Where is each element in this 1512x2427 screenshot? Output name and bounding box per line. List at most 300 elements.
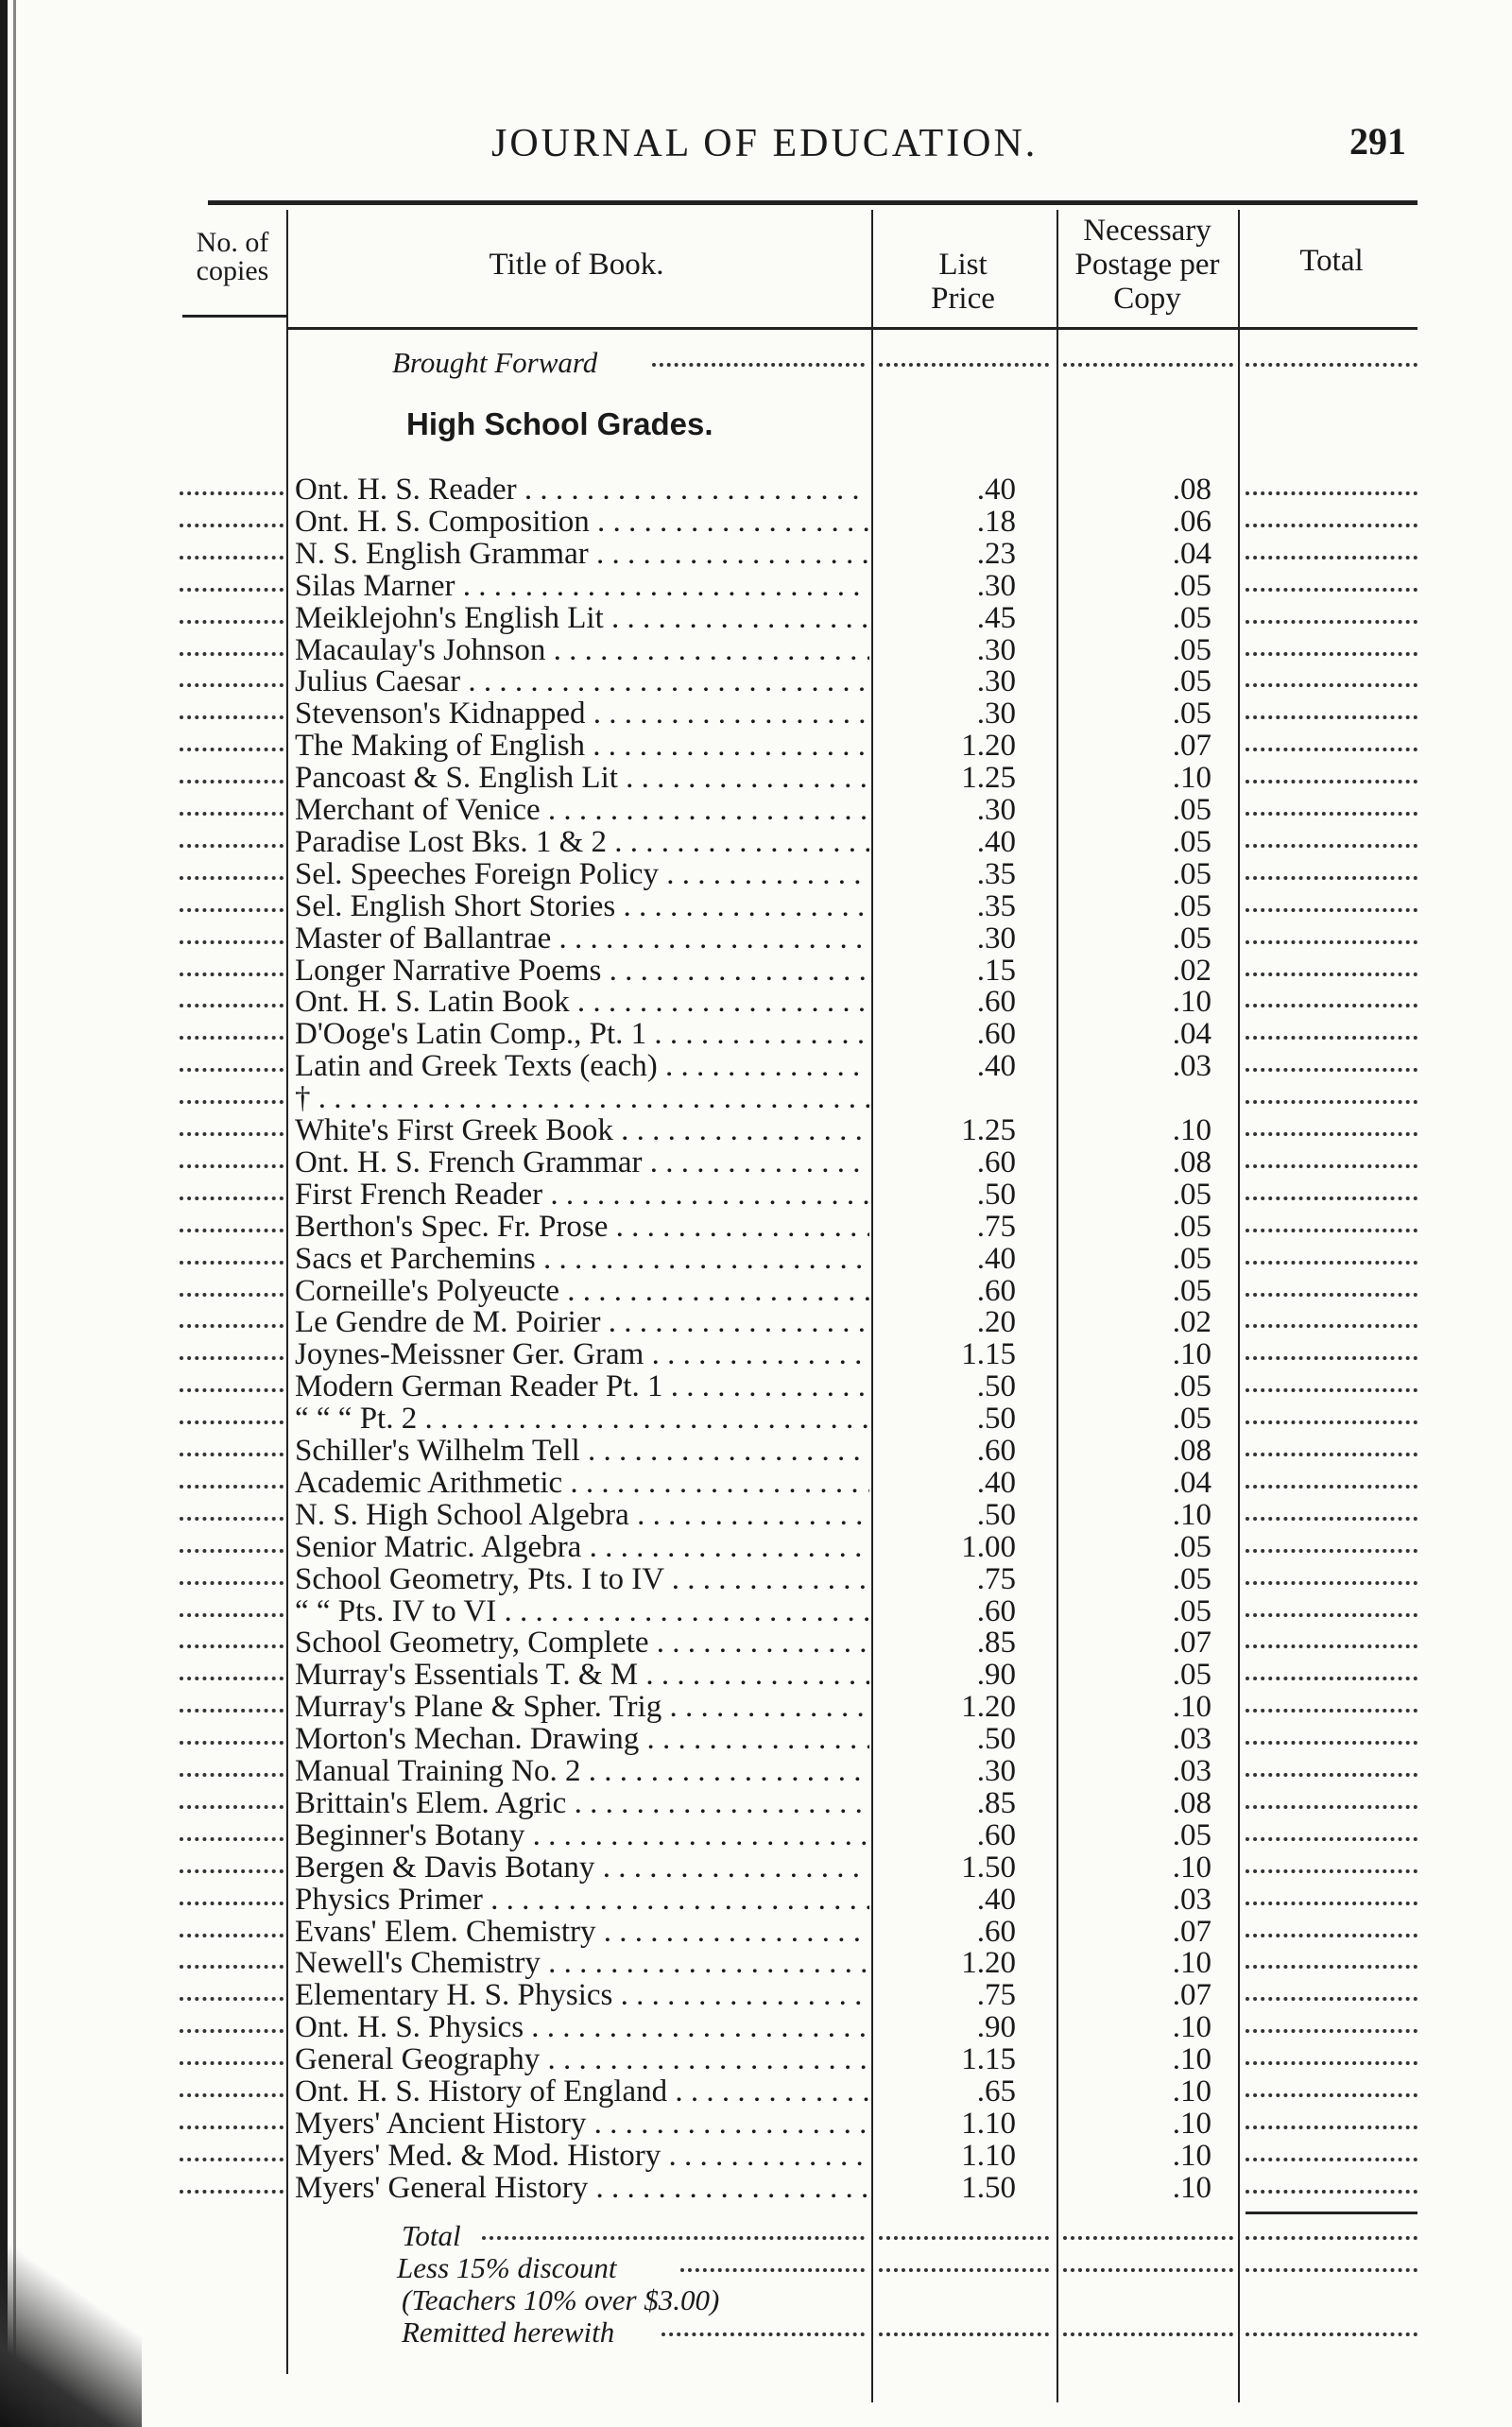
list-price: .40 <box>976 1882 1016 1917</box>
table-top-rule <box>208 200 1418 205</box>
postage-per-copy: .10 <box>1172 2042 1211 2077</box>
footer-total-dots-1 <box>1246 2230 1418 2240</box>
book-title: Myers' Ancient History . . . <box>295 2107 869 2142</box>
total-blank[interactable] <box>1246 1479 1418 1489</box>
scan-corner-shadow <box>0 2210 142 2427</box>
postage-per-copy: .07 <box>1172 729 1211 764</box>
total-blank[interactable] <box>1246 1767 1418 1777</box>
book-title: Elementary H. S. Physics . . . <box>295 1978 869 2013</box>
brought-forward-price-dots <box>879 357 1049 367</box>
footer-teachers-note: (Teachers 10% over $3.00) <box>402 2283 720 2316</box>
copies-blank[interactable] <box>180 838 284 848</box>
list-price: .50 <box>976 1722 1016 1757</box>
postage-per-copy: .10 <box>1172 2074 1211 2109</box>
list-price: .40 <box>976 1049 1016 1084</box>
list-price: .45 <box>976 600 1016 635</box>
list-price: .30 <box>976 1754 1016 1788</box>
total-blank[interactable] <box>1246 1511 1418 1521</box>
book-title: The Making of English . . . <box>295 729 869 764</box>
total-blank[interactable] <box>1246 1896 1418 1905</box>
book-title: Sel. Speeches Foreign Policy . . . <box>295 857 869 892</box>
total-blank[interactable] <box>1246 935 1418 944</box>
total-blank[interactable] <box>1246 2120 1418 2129</box>
copies-blank[interactable] <box>180 614 284 624</box>
copies-blank[interactable] <box>180 742 284 751</box>
total-blank[interactable] <box>1246 774 1418 783</box>
book-title: † . . . <box>295 1081 869 1116</box>
list-price: .30 <box>976 921 1016 955</box>
footer-total-label: Total <box>402 2219 461 2252</box>
postage-per-copy: .05 <box>1172 1817 1211 1852</box>
list-price: .90 <box>976 1658 1016 1693</box>
copies-blank[interactable] <box>180 2152 284 2161</box>
total-blank[interactable] <box>1246 2152 1418 2161</box>
list-price: .65 <box>976 2074 1016 2109</box>
postage-per-copy: .07 <box>1172 1914 1211 1949</box>
list-price: .50 <box>976 1402 1016 1437</box>
list-price: .30 <box>976 664 1016 699</box>
list-price: .15 <box>976 953 1016 988</box>
brought-forward-postage-dots <box>1063 357 1233 367</box>
copies-blank[interactable] <box>180 1030 284 1040</box>
total-blank[interactable] <box>1246 678 1418 687</box>
footer-postage-dots-3 <box>1063 2327 1233 2336</box>
total-blank[interactable] <box>1246 1127 1418 1136</box>
postage-per-copy: .05 <box>1172 1658 1211 1693</box>
copies-blank[interactable] <box>180 1959 284 1969</box>
copies-blank[interactable] <box>180 1832 284 1841</box>
copies-blank[interactable] <box>180 1575 284 1585</box>
copies-blank[interactable] <box>180 486 284 495</box>
copies-blank[interactable] <box>180 1447 284 1456</box>
copies-blank[interactable] <box>180 710 284 719</box>
book-title: Corneille's Polyeucte . . . <box>295 1274 869 1309</box>
postage-per-copy: .08 <box>1172 1145 1211 1179</box>
list-price: .75 <box>976 1209 1016 1244</box>
book-title: Silas Marner . . . <box>295 569 869 604</box>
list-price: 1.20 <box>961 729 1016 764</box>
book-title: Latin and Greek Texts (each) . . . <box>295 1049 869 1084</box>
copies-blank[interactable] <box>180 582 284 592</box>
total-blank[interactable] <box>1246 1608 1418 1617</box>
list-price: 1.25 <box>961 1113 1016 1147</box>
footer-price-dots-2 <box>879 2263 1049 2272</box>
list-price: 1.10 <box>961 2106 1016 2141</box>
copies-blank[interactable] <box>180 1511 284 1521</box>
postage-per-copy: .07 <box>1172 1978 1211 2013</box>
postage-per-copy: .05 <box>1172 1402 1211 1437</box>
total-blank[interactable] <box>1246 710 1418 719</box>
footer-total-dots-2 <box>1246 2263 1418 2272</box>
total-blank[interactable] <box>1246 1799 1418 1809</box>
postage-per-copy: .04 <box>1172 1017 1211 1052</box>
journal-title: JOURNAL OF EDUCATION. <box>491 122 1039 165</box>
copies-blank[interactable] <box>180 646 284 656</box>
book-title: Ont. H. S. French Grammar . . . <box>295 1145 869 1180</box>
total-blank[interactable] <box>1246 1318 1418 1328</box>
total-blank[interactable] <box>1246 646 1418 656</box>
total-blank[interactable] <box>1246 1959 1418 1969</box>
list-price: 1.15 <box>961 2042 1016 2077</box>
book-title: Newell's Chemistry . . . <box>295 1946 869 1981</box>
list-price: 1.15 <box>961 1337 1016 1372</box>
book-title: Paradise Lost Bks. 1 & 2 . . . <box>295 825 869 860</box>
list-price: .30 <box>976 632 1016 667</box>
total-blank[interactable] <box>1246 1351 1418 1360</box>
book-title: Joynes-Meissner Ger. Gram . . . <box>295 1337 869 1372</box>
postage-per-copy: .04 <box>1172 536 1211 571</box>
postage-per-copy: .07 <box>1172 1626 1211 1661</box>
header-list-price: List Price <box>931 248 995 316</box>
list-price: .50 <box>976 1177 1016 1212</box>
postage-per-copy: .03 <box>1172 1049 1211 1084</box>
copies-blank[interactable] <box>180 518 284 527</box>
book-title: Brittain's Elem. Agric . . . <box>295 1786 869 1821</box>
total-blank[interactable] <box>1246 1191 1418 1200</box>
copies-blank[interactable] <box>180 1191 284 1200</box>
postage-per-copy: .03 <box>1172 1882 1211 1917</box>
postage-per-copy: .05 <box>1172 921 1211 955</box>
total-blank[interactable] <box>1246 1030 1418 1040</box>
copies-blank[interactable] <box>180 1928 284 1937</box>
list-price: .35 <box>976 888 1016 923</box>
book-title: School Geometry, Pts. I to IV . . . <box>295 1562 869 1597</box>
total-blank[interactable] <box>1246 1832 1418 1841</box>
copies-blank[interactable] <box>180 1351 284 1360</box>
postage-per-copy: .10 <box>1172 1690 1211 1725</box>
postage-per-copy: .10 <box>1172 2106 1211 2141</box>
total-blank[interactable] <box>1246 1094 1418 1104</box>
total-blank[interactable] <box>1246 1671 1418 1680</box>
list-price: .60 <box>976 1914 1016 1949</box>
copies-blank[interactable] <box>180 1703 284 1713</box>
list-price: .30 <box>976 568 1016 603</box>
book-title: Modern German Reader Pt. 1 . . . <box>295 1369 869 1404</box>
postage-per-copy: .10 <box>1172 1113 1211 1147</box>
postage-per-copy: .05 <box>1172 856 1211 891</box>
total-blank[interactable] <box>1246 1864 1418 1873</box>
copies-blank[interactable] <box>180 1383 284 1392</box>
list-price: .60 <box>976 985 1016 1020</box>
total-blank[interactable] <box>1246 903 1418 912</box>
list-price: .40 <box>976 473 1016 507</box>
copies-blank[interactable] <box>180 2023 284 2033</box>
postage-per-copy: .02 <box>1172 953 1211 988</box>
copies-blank[interactable] <box>180 1159 284 1168</box>
total-blank[interactable] <box>1246 550 1418 559</box>
copies-header-rule <box>182 315 286 318</box>
total-blank[interactable] <box>1246 1159 1418 1168</box>
total-blank[interactable] <box>1246 518 1418 527</box>
total-blank[interactable] <box>1246 1223 1418 1232</box>
footer-postage-dots-1 <box>1063 2230 1233 2240</box>
postage-per-copy: .10 <box>1172 985 1211 1020</box>
total-blank[interactable] <box>1246 838 1418 848</box>
list-price: .23 <box>976 536 1016 571</box>
footer-total-rule <box>1246 2212 1418 2214</box>
book-title: Bergen & Davis Botany . . . <box>295 1850 869 1885</box>
total-blank[interactable] <box>1246 1735 1418 1745</box>
total-blank[interactable] <box>1246 582 1418 592</box>
header-postage: Necessary Postage per Copy <box>1074 214 1220 316</box>
book-title: Beginner's Botany . . . <box>295 1818 869 1853</box>
copies-blank[interactable] <box>180 2056 284 2065</box>
postage-per-copy: .10 <box>1172 1337 1211 1372</box>
list-price: .60 <box>976 1817 1016 1852</box>
total-blank[interactable] <box>1246 742 1418 751</box>
postage-per-copy: .05 <box>1172 824 1211 859</box>
list-price: 1.20 <box>961 1690 1016 1725</box>
copies-blank[interactable] <box>180 2088 284 2097</box>
book-title: Sel. English Short Stories . . . <box>295 889 869 924</box>
book-title: School Geometry, Complete . . . <box>295 1626 869 1661</box>
list-price: .40 <box>976 1465 1016 1500</box>
copies-blank[interactable] <box>180 1479 284 1489</box>
copies-blank[interactable] <box>180 1896 284 1905</box>
postage-per-copy: .08 <box>1172 1785 1211 1820</box>
postage-per-copy: .08 <box>1172 1434 1211 1468</box>
footer-price-dots-1 <box>879 2230 1049 2240</box>
list-price: .20 <box>976 1305 1016 1340</box>
list-price: .90 <box>976 2010 1016 2045</box>
total-blank[interactable] <box>1246 1703 1418 1713</box>
book-title: Meiklejohn's English Lit . . . <box>295 601 869 636</box>
copies-blank[interactable] <box>180 967 284 976</box>
copies-blank[interactable] <box>180 1255 284 1265</box>
total-blank[interactable] <box>1246 1447 1418 1456</box>
book-title: Julius Caesar . . . <box>295 664 869 699</box>
total-blank[interactable] <box>1246 2184 1418 2194</box>
list-price: .60 <box>976 1017 1016 1052</box>
list-price: .50 <box>976 1369 1016 1404</box>
list-price: .40 <box>976 1241 1016 1276</box>
copies-blank[interactable] <box>180 1799 284 1809</box>
book-title: White's First Greek Book . . . <box>295 1113 869 1148</box>
list-price: 1.00 <box>961 1529 1016 1564</box>
book-title: Stevenson's Kidnapped . . . <box>295 697 869 732</box>
book-title: Schiller's Wilhelm Tell . . . <box>295 1434 869 1469</box>
column-divider-copies <box>286 210 288 2374</box>
list-price: 1.20 <box>961 1946 1016 1981</box>
postage-per-copy: .05 <box>1172 632 1211 667</box>
book-title: Macaulay's Johnson . . . <box>295 633 869 668</box>
list-price: .85 <box>976 1785 1016 1820</box>
postage-per-copy: .05 <box>1172 568 1211 603</box>
copies-blank[interactable] <box>180 1094 284 1104</box>
list-price: .40 <box>976 824 1016 859</box>
book-title: N. S. English Grammar . . . <box>295 537 869 572</box>
total-blank[interactable] <box>1246 1575 1418 1585</box>
copies-blank[interactable] <box>180 1318 284 1328</box>
copies-blank[interactable] <box>180 903 284 912</box>
book-title: Myers' General History . . . <box>295 2171 869 2206</box>
postage-per-copy: .05 <box>1172 1561 1211 1596</box>
copies-blank[interactable] <box>180 1543 284 1553</box>
copies-blank[interactable] <box>180 1415 284 1424</box>
list-price: 1.50 <box>961 2170 1016 2205</box>
book-title: Le Gendre de M. Poirier . . . <box>295 1305 869 1340</box>
total-blank[interactable] <box>1246 1287 1418 1297</box>
footer-remitted-leader <box>662 2327 865 2336</box>
postage-per-copy: .02 <box>1172 1305 1211 1340</box>
list-price: .50 <box>976 1497 1016 1532</box>
postage-per-copy: .05 <box>1172 1209 1211 1244</box>
list-price: .30 <box>976 697 1016 732</box>
list-price: .75 <box>976 1561 1016 1596</box>
page-edge-line <box>13 0 16 2427</box>
book-title: Sacs et Parchemins . . . <box>295 1242 869 1277</box>
postage-per-copy: .10 <box>1172 2010 1211 2045</box>
total-blank[interactable] <box>1246 1543 1418 1553</box>
header-total: Total <box>1299 244 1364 278</box>
postage-per-copy: .10 <box>1172 1850 1211 1885</box>
book-title: Berthon's Spec. Fr. Prose . . . <box>295 1210 869 1245</box>
column-divider-title <box>871 210 873 2402</box>
book-title: Ont. H. S. Latin Book . . . <box>295 985 869 1020</box>
postage-per-copy: .10 <box>1172 761 1211 796</box>
book-title: Master of Ballantrae . . . <box>295 921 869 956</box>
book-title: Ont. H. S. Reader . . . <box>295 473 869 508</box>
copies-blank[interactable] <box>180 1735 284 1745</box>
total-blank[interactable] <box>1246 1255 1418 1265</box>
total-blank[interactable] <box>1246 1062 1418 1072</box>
list-price: .60 <box>976 1273 1016 1308</box>
book-title: Murray's Plane & Spher. Trig . . . <box>295 1690 869 1725</box>
copies-blank[interactable] <box>180 678 284 687</box>
postage-per-copy: .05 <box>1172 664 1211 699</box>
list-price: .75 <box>976 1978 1016 2013</box>
postage-per-copy: .04 <box>1172 1465 1211 1500</box>
total-blank[interactable] <box>1246 806 1418 816</box>
total-blank[interactable] <box>1246 2056 1418 2065</box>
book-title: D'Ooge's Latin Comp., Pt. 1 . . . <box>295 1017 869 1052</box>
total-blank[interactable] <box>1246 1991 1418 2001</box>
postage-per-copy: .05 <box>1172 1529 1211 1564</box>
postage-per-copy: .10 <box>1172 1497 1211 1532</box>
copies-blank[interactable] <box>180 1608 284 1617</box>
total-blank[interactable] <box>1246 2023 1418 2033</box>
page-spine-shadow <box>0 0 8 2427</box>
copies-blank[interactable] <box>180 1639 284 1648</box>
list-price: .85 <box>976 1626 1016 1661</box>
book-title: Academic Arithmetic . . . <box>295 1466 869 1501</box>
total-blank[interactable] <box>1246 614 1418 624</box>
total-blank[interactable] <box>1246 2088 1418 2097</box>
postage-per-copy: .03 <box>1172 1754 1211 1788</box>
list-price: .30 <box>976 793 1016 827</box>
book-title: General Geography . . . <box>295 2042 869 2077</box>
copies-blank[interactable] <box>180 998 284 1007</box>
copies-blank[interactable] <box>180 1671 284 1680</box>
footer-total-leader <box>482 2230 865 2240</box>
book-title: Manual Training No. 2 . . . <box>295 1754 869 1789</box>
footer-postage-dots-2 <box>1063 2263 1233 2272</box>
total-blank[interactable] <box>1246 1383 1418 1392</box>
footer-total-dots-3 <box>1246 2327 1418 2336</box>
column-divider-postage <box>1238 210 1240 2402</box>
copies-blank[interactable] <box>180 1864 284 1873</box>
book-title: Myers' Med. & Mod. History . . . <box>295 2139 869 2174</box>
copies-blank[interactable] <box>180 1991 284 2001</box>
footer-discount-label: Less 15% discount <box>397 2251 617 2284</box>
copies-blank[interactable] <box>180 2184 284 2194</box>
book-title: Morton's Mechan. Drawing . . . <box>295 1722 869 1757</box>
copies-blank[interactable] <box>180 1127 284 1136</box>
list-price: .60 <box>976 1145 1016 1179</box>
total-blank[interactable] <box>1246 1415 1418 1424</box>
column-divider-price <box>1057 210 1058 2402</box>
brought-forward-total-dots <box>1246 357 1418 367</box>
copies-blank[interactable] <box>180 935 284 944</box>
header-bottom-rule <box>288 327 1418 330</box>
copies-blank[interactable] <box>180 2120 284 2129</box>
postage-per-copy: .05 <box>1172 888 1211 923</box>
list-price: .60 <box>976 1593 1016 1628</box>
list-price: 1.10 <box>961 2138 1016 2173</box>
list-price: 1.25 <box>961 761 1016 796</box>
book-title: “ “ “ Pt. 2 . . . <box>295 1402 869 1437</box>
copies-blank[interactable] <box>180 1287 284 1297</box>
book-title: Murray's Essentials T. & M . . . <box>295 1658 869 1693</box>
book-title: Ont. H. S. Physics . . . <box>295 2010 869 2045</box>
postage-per-copy: .10 <box>1172 2170 1211 2205</box>
copies-blank[interactable] <box>180 774 284 783</box>
postage-per-copy: .05 <box>1172 1273 1211 1308</box>
total-blank[interactable] <box>1246 870 1418 880</box>
book-title: Longer Narrative Poems . . . <box>295 954 869 989</box>
list-price: .35 <box>976 856 1016 891</box>
footer-discount-leader <box>680 2263 865 2272</box>
page-number: 291 <box>1349 120 1406 163</box>
book-title: Pancoast & S. English Lit . . . <box>295 761 869 796</box>
copies-blank[interactable] <box>180 1062 284 1072</box>
total-blank[interactable] <box>1246 1639 1418 1648</box>
postage-per-copy: .05 <box>1172 793 1211 827</box>
book-title: Ont. H. S. History of England . . . <box>295 2074 869 2109</box>
brought-forward-label: Brought Forward <box>392 346 598 379</box>
list-price: 1.50 <box>961 1850 1016 1885</box>
postage-per-copy: .05 <box>1172 1369 1211 1404</box>
footer-price-dots-3 <box>879 2327 1049 2336</box>
total-blank[interactable] <box>1246 486 1418 495</box>
postage-per-copy: .10 <box>1172 2138 1211 2173</box>
list-price: .60 <box>976 1434 1016 1468</box>
copies-blank[interactable] <box>180 1767 284 1777</box>
total-blank[interactable] <box>1246 967 1418 976</box>
postage-per-copy: .05 <box>1172 697 1211 732</box>
list-price: .18 <box>976 504 1016 539</box>
copies-blank[interactable] <box>180 870 284 880</box>
section-heading: High School Grades. <box>406 406 713 441</box>
footer-remitted-label: Remitted herewith <box>402 2315 615 2349</box>
copies-blank[interactable] <box>180 550 284 559</box>
copies-blank[interactable] <box>180 806 284 816</box>
book-title: First French Reader . . . <box>295 1178 869 1213</box>
book-title: Evans' Elem. Chemistry . . . <box>295 1915 869 1950</box>
postage-per-copy: .05 <box>1172 1593 1211 1628</box>
brought-forward-leader <box>652 357 865 367</box>
header-copies: No. of copies <box>196 227 269 286</box>
postage-per-copy: .05 <box>1172 1241 1211 1276</box>
book-title: Ont. H. S. Composition . . . <box>295 505 869 540</box>
copies-blank[interactable] <box>180 1223 284 1232</box>
total-blank[interactable] <box>1246 998 1418 1007</box>
postage-per-copy: .08 <box>1172 473 1211 507</box>
postage-per-copy: .10 <box>1172 1946 1211 1981</box>
total-blank[interactable] <box>1246 1928 1418 1937</box>
postage-per-copy: .03 <box>1172 1722 1211 1757</box>
book-title: Physics Primer . . . <box>295 1883 869 1918</box>
